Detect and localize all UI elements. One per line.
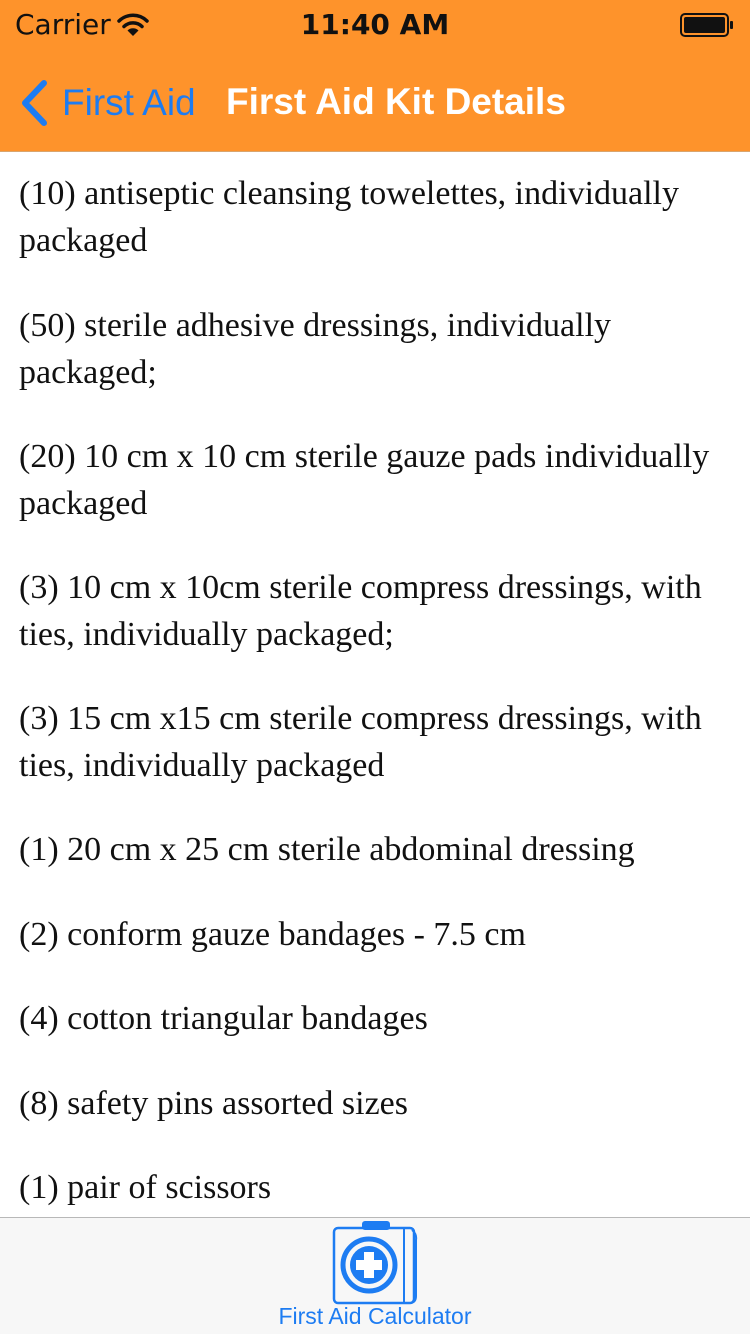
carrier-label: Carrier	[15, 8, 111, 41]
chevron-left-icon	[18, 79, 50, 127]
tab-bar	[0, 1217, 750, 1334]
back-button-label: First Aid	[62, 82, 196, 123]
navigation-header	[0, 0, 750, 152]
kit-items-list[interactable]	[0, 152, 750, 1216]
battery-icon	[680, 13, 734, 37]
tab-first-aid-calculator[interactable]	[255, 1218, 495, 1334]
tab-label: First Aid Calculator	[278, 1303, 472, 1329]
list-item: (3) 10 cm x 10cm sterile compress dressings, with ties, individually packaged;	[19, 569, 702, 653]
list-item: (10) antiseptic cleansing towelettes, individually packaged	[19, 175, 679, 259]
list-item: (50) sterile adhesive dressings, individually packaged;	[19, 307, 612, 391]
nav-bar	[0, 48, 750, 152]
list-item: (3) 15 cm x15 cm sterile compress dressings, with ties, individually packaged	[19, 700, 702, 784]
back-button[interactable]	[18, 78, 196, 128]
list-item: (2) conform gauze bandages - 7.5 cm	[19, 916, 526, 953]
list-item: (4) cotton triangular bandages	[19, 1000, 428, 1037]
first-aid-kit-icon	[332, 1220, 420, 1306]
list-item: (1) 20 cm x 25 cm sterile abdominal dressing	[19, 831, 635, 868]
list-item: (8) safety pins assorted sizes	[19, 1085, 409, 1122]
status-bar	[0, 0, 750, 48]
page-title: First Aid Kit Details	[226, 81, 566, 122]
list-item: (1) pair of scissors	[19, 1169, 272, 1206]
list-item: (20) 10 cm x 10 cm sterile gauze pads individually packaged	[19, 438, 710, 522]
status-time: 11:40 AM	[300, 8, 450, 41]
